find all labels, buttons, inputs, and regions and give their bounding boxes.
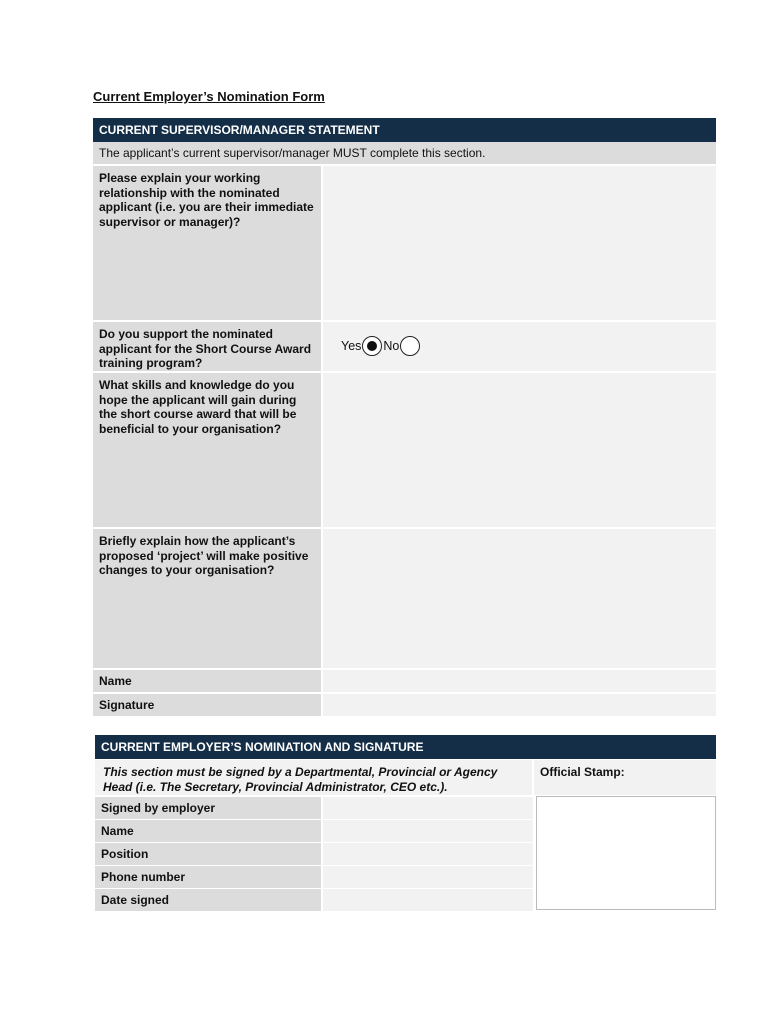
skills-knowledge-input[interactable] [323,373,716,527]
employer-name-input[interactable] [323,820,533,842]
question-support-applicant: Do you support the nominated applicant for the Short Course Award training program? [93,322,321,371]
no-label: No [383,339,400,353]
employer-phone-label: Phone number [95,866,321,888]
supervisor-section-intro: The applicant’s current supervisor/manager MUST complete this section. [93,142,716,164]
employer-position-label: Position [95,843,321,865]
radio-selected-dot [367,341,377,351]
question-working-relationship: Please explain your working relationship with the nominated applicant (i.e. you are their immediate supervisor or manager)? [93,166,321,320]
supervisor-signature-input[interactable] [323,694,716,716]
form-title: Current Employer’s Nomination Form [93,89,325,104]
supervisor-name-input[interactable] [323,670,716,692]
yes-radio[interactable] [362,336,382,356]
employer-name-label: Name [95,820,321,842]
supervisor-name-label: Name [93,670,321,692]
signed-by-employer-input[interactable] [323,797,533,819]
official-stamp-label: Official Stamp: [534,760,716,795]
supervisor-signature-label: Signature [93,694,321,716]
no-radio[interactable] [400,336,420,356]
signed-by-employer-label: Signed by employer [95,797,321,819]
date-signed-label: Date signed [95,889,321,911]
yes-label: Yes [341,339,362,353]
project-changes-input[interactable] [323,529,716,668]
employer-section-note: This section must be signed by a Departmental, Provincial or Agency Head (i.e. The Secretary, Provincial Administrator, CEO etc.). [95,760,532,795]
employer-phone-input[interactable] [323,866,533,888]
date-signed-input[interactable] [323,889,533,911]
working-relationship-input[interactable] [323,166,716,320]
official-stamp-box[interactable] [536,796,716,910]
question-project-changes: Briefly explain how the applicant’s proposed ‘project’ will make positive changes to your organisation? [93,529,321,668]
employer-section-header: CURRENT EMPLOYER’S NOMINATION AND SIGNATURE [95,735,716,759]
employer-position-input[interactable] [323,843,533,865]
supervisor-section-header: CURRENT SUPERVISOR/MANAGER STATEMENT [93,118,716,142]
support-radio-group [341,336,421,356]
question-skills-knowledge: What skills and knowledge do you hope the applicant will gain during the short course award that will be beneficial to your organisation? [93,373,321,527]
